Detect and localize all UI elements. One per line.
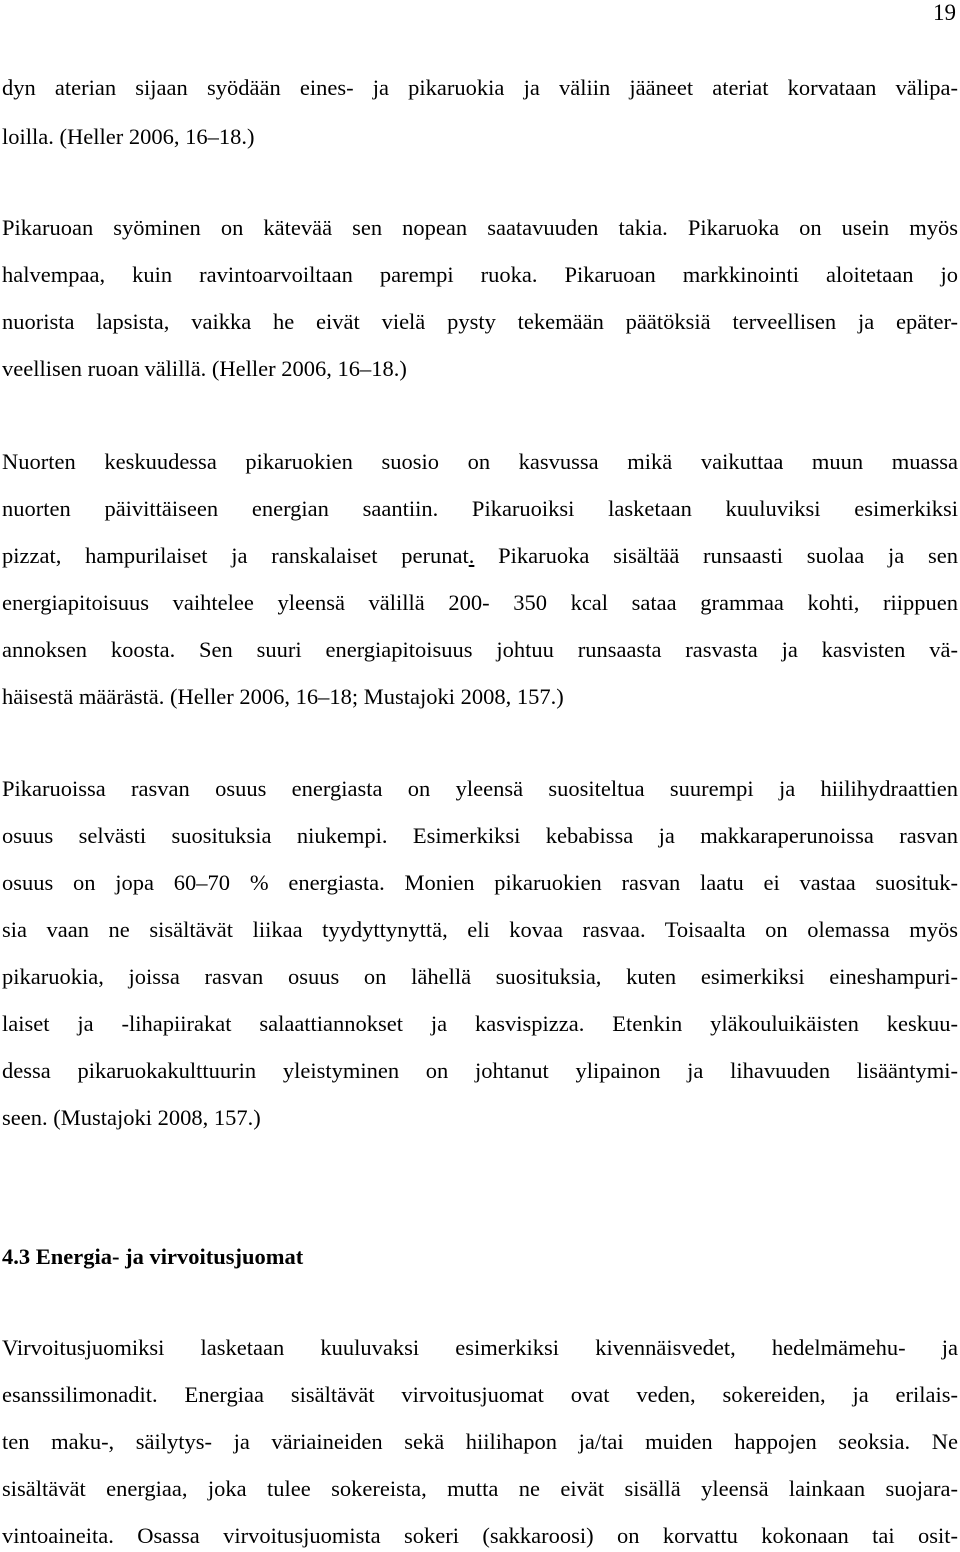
text-line: pikaruokia, joissa rasvan osuus on lähellä suosituksia, kuten esimerkiksi eineshampuri- bbox=[2, 964, 958, 989]
text-line-mixed bbox=[2, 543, 958, 569]
text-line: dessa pikaruokakulttuurin yleistyminen on johtanut ylipainon ja lihavuuden lisääntymi- bbox=[2, 1058, 958, 1083]
text-line: osuus on jopa 60–70 % energiasta. Monien pikaruokien rasvan laatu ei vastaa suosituk- bbox=[2, 870, 958, 895]
text-line: laiset ja -lihapiirakat salaattiannokset ja kasvispizza. Etenkin yläkouluikäisten keskuu- bbox=[2, 1011, 958, 1036]
text-line: energiapitoisuus vaihtelee yleensä välillä 200- 350 kcal sataa grammaa kohti, riippuen bbox=[2, 590, 958, 615]
text-line: ten maku-, säilytys- ja väriaineiden sekä hiilihapon ja/tai muiden happojen seoksia. Ne bbox=[2, 1429, 958, 1454]
text-line: vintoaineita. Osassa virvoitusjuomista sokeri (sakkaroosi) on korvattu kokonaan tai osit- bbox=[2, 1523, 958, 1548]
text-line: Nuorten keskuudessa pikaruokien suosio on kasvussa mikä vaikuttaa muun muassa bbox=[2, 449, 958, 474]
text-line: loilla. (Heller 2006, 16–18.) bbox=[2, 124, 255, 149]
text-line: esanssilimonadit. Energiaa sisältävät virvoitusjuomat ovat veden, sokereiden, ja erilais- bbox=[2, 1382, 958, 1407]
text-line: nuorista lapsista, vaikka he eivät vielä pysty tekemään päätöksiä terveellisen ja epäter- bbox=[2, 309, 958, 334]
text-line: nuorten päivittäiseen energian saantiin. Pikaruoiksi lasketaan kuuluviksi esimerkiksi bbox=[2, 496, 958, 521]
text-line: häisestä määrästä. (Heller 2006, 16–18; Mustajoki 2008, 157.) bbox=[2, 684, 564, 709]
page-number: 19 bbox=[933, 0, 956, 25]
text-line: osuus selvästi suosituksia niukempi. Esimerkiksi kebabissa ja makkaraperunoissa rasvan bbox=[2, 823, 958, 848]
text-line: sia vaan ne sisältävät liikaa tyydyttynyttä, eli kovaa rasvaa. Toisaalta on olemassa myös bbox=[2, 917, 958, 942]
text-line: dyn aterian sijaan syödään eines- ja pikaruokia ja väliin jääneet ateriat korvataan välipa- bbox=[2, 75, 958, 100]
text-line: Virvoitusjuomiksi lasketaan kuuluvaksi esimerkiksi kivennäisvedet, hedelmämehu- ja bbox=[2, 1335, 958, 1360]
text-line: seen. (Mustajoki 2008, 157.) bbox=[2, 1105, 261, 1130]
text-fragment: Pikaruoka sisältää runsaasti suolaa ja sen bbox=[498, 543, 958, 568]
text-line: halvempaa, kuin ravintoarvoiltaan parempi ruoka. Pikaruoan markkinointi aloitetaan jo bbox=[2, 262, 958, 287]
text-line: Pikaruoissa rasvan osuus energiasta on yleensä suositeltua suurempi ja hiilihydraattien bbox=[2, 776, 958, 801]
text-line: Pikaruoan syöminen on kätevää sen nopean saatavuuden takia. Pikaruoka on usein myös bbox=[2, 215, 958, 240]
section-heading: 4.3 Energia- ja virvoitusjuomat bbox=[2, 1244, 304, 1269]
text-line: annoksen koosta. Sen suuri energiapitoisuus johtuu runsaasta rasvasta ja kasvisten vä- bbox=[2, 637, 958, 662]
text-line: veellisen ruoan välillä. (Heller 2006, 16–18.) bbox=[2, 356, 407, 381]
text-fragment: pizzat, hampurilaiset ja ranskalaiset perunat bbox=[2, 543, 469, 568]
text-line: sisältävät energiaa, joka tulee sokereista, mutta ne eivät sisällä yleensä lainkaan suojara- bbox=[2, 1476, 958, 1501]
underlined-period: . bbox=[468, 543, 475, 568]
